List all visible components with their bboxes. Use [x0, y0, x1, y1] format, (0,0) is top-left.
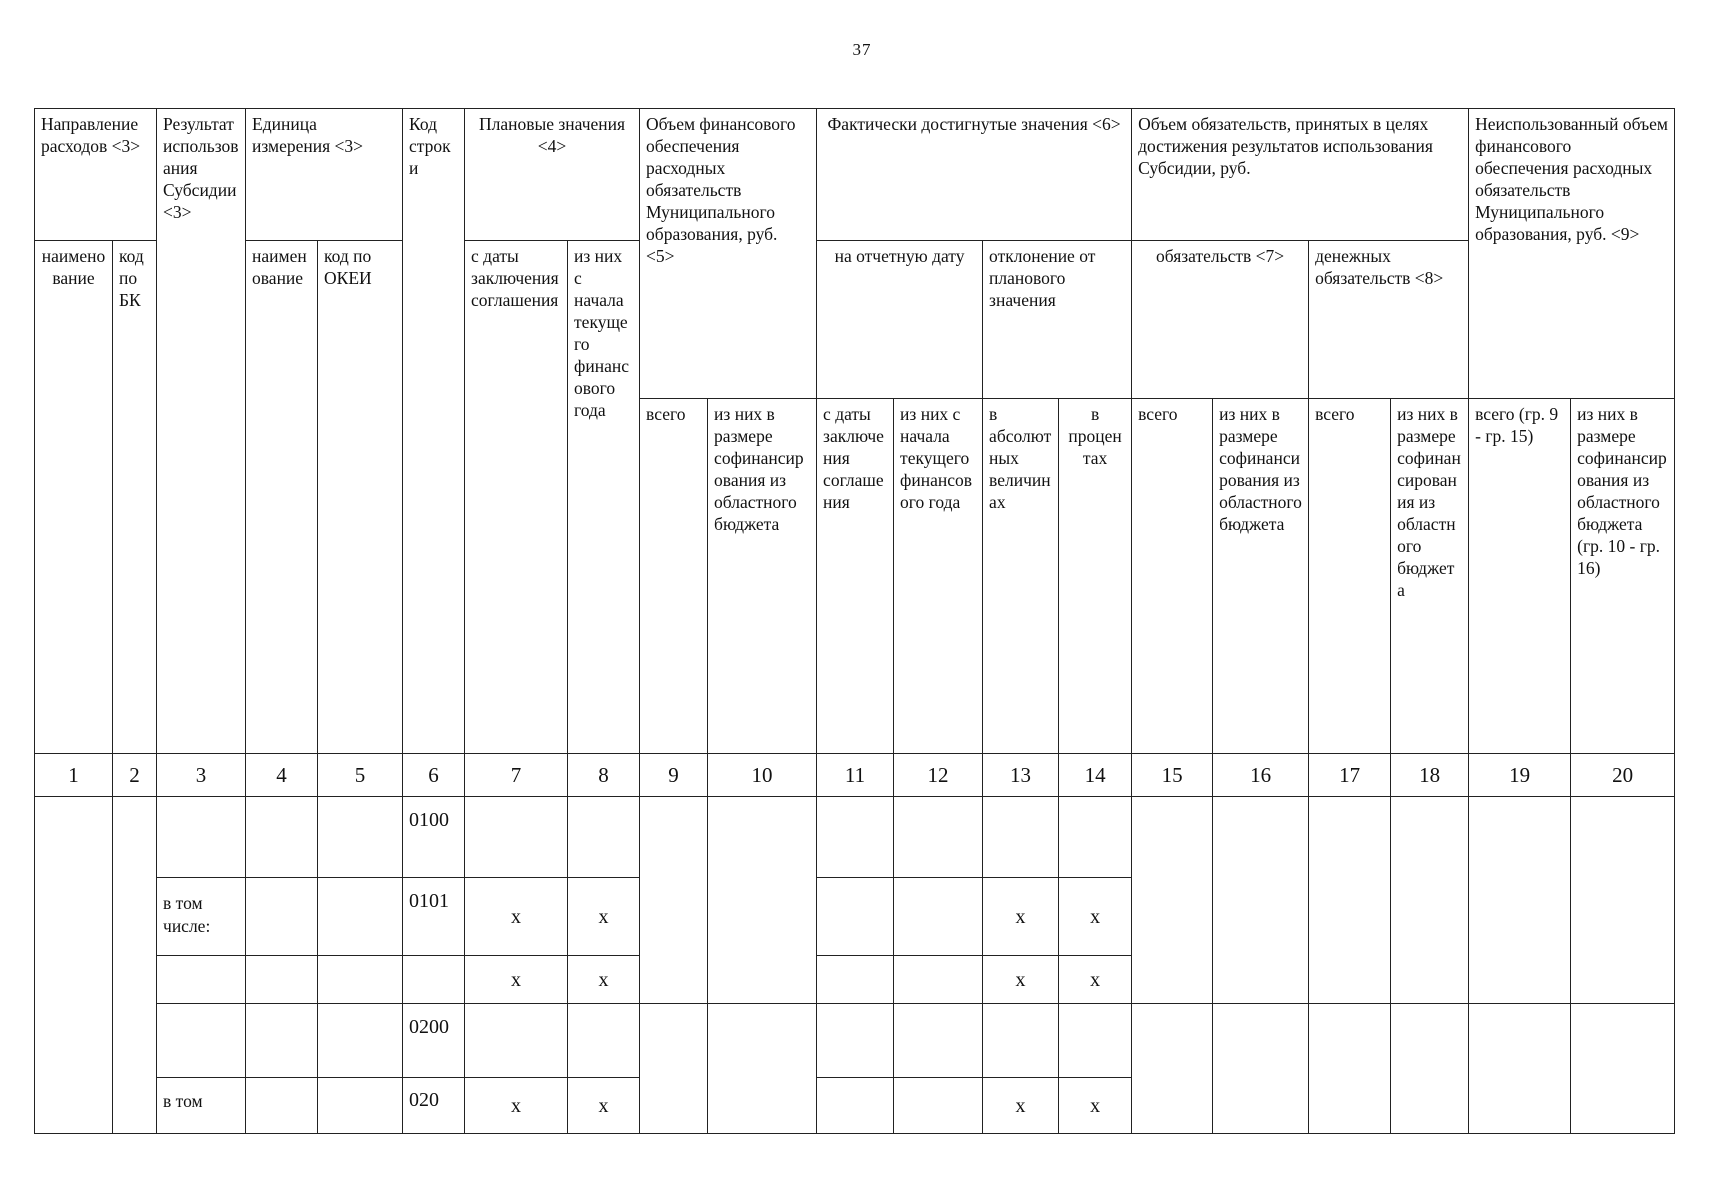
header-obem-fin: Объем финансового обеспечения расходных обязательств Муниципального образования, руб. <5>	[640, 109, 817, 399]
cell-ed-naim	[246, 797, 318, 878]
cell-ed-naim	[246, 1078, 318, 1134]
header-den-iz-nih: из них в размере софинансирования из областного бюджета	[1391, 399, 1469, 754]
cell-proc: x	[1059, 878, 1132, 956]
cell-obem-iz-nih	[708, 797, 817, 1004]
header-napravlenie: Направление расходов <3>	[35, 109, 157, 241]
cell-neisp-vsego	[1469, 1004, 1571, 1134]
cell-obem-iz-nih	[708, 1004, 817, 1134]
cell-obyaz-iz-nih	[1213, 1004, 1309, 1134]
header-plan-s-daty: с даты заключения соглашения	[465, 241, 568, 754]
cell-rezultat: в том числе:	[157, 878, 246, 956]
cell-fakt-iz-nih	[894, 797, 983, 878]
column-number: 12	[894, 754, 983, 797]
header-denezhnyh: денежных обязательств <8>	[1309, 241, 1469, 399]
cell-kod-stroki: 0100	[403, 797, 465, 878]
column-number: 20	[1571, 754, 1675, 797]
cell-plan-s-daty: x	[465, 878, 568, 956]
cell-abs: x	[983, 956, 1059, 1004]
cell-rezultat	[157, 956, 246, 1004]
cell-kod-bk	[113, 797, 157, 1134]
cell-den-iz-nih	[1391, 1004, 1469, 1134]
column-numbers-row	[35, 754, 1675, 797]
column-number: 3	[157, 754, 246, 797]
header-obyaz-vsego: всего	[1132, 399, 1213, 754]
cell-obyaz-vsego	[1132, 1004, 1213, 1134]
cell-fakt-iz-nih	[894, 878, 983, 956]
column-number: 6	[403, 754, 465, 797]
cell-ed-naim	[246, 878, 318, 956]
cell-plan-iz-nih: x	[568, 956, 640, 1004]
header-neisp-vsego: всего (гр. 9 - гр. 15)	[1469, 399, 1571, 754]
cell-ed-kod	[318, 1004, 403, 1078]
cell-plan-iz-nih	[568, 1004, 640, 1078]
cell-plan-iz-nih: x	[568, 878, 640, 956]
header-neisp-iz-nih: из них в размере софинансирования из областного бюджета (гр. 10 - гр. 16)	[1571, 399, 1675, 754]
cell-proc: x	[1059, 1078, 1132, 1134]
column-number: 10	[708, 754, 817, 797]
cell-den-vsego	[1309, 1004, 1391, 1134]
header-fakt-iz-nih: из них с начала текущего финансового года	[894, 399, 983, 754]
table-row	[35, 797, 1675, 878]
cell-obyaz-iz-nih	[1213, 797, 1309, 1004]
header-kod-bk: код по БК	[113, 241, 157, 754]
header-neispolz: Неиспользованный объем финансового обеспечения расходных обязательств Муниципального образования, руб. <9>	[1469, 109, 1675, 399]
cell-fakt-iz-nih	[894, 1004, 983, 1078]
column-number: 11	[817, 754, 894, 797]
header-proc: в процентах	[1059, 399, 1132, 754]
cell-fakt-s-daty	[817, 1078, 894, 1134]
header-na-otchet: на отчетную дату	[817, 241, 983, 399]
header-plan-iz-nih: из них с начала текущего финансового года	[568, 241, 640, 754]
page-number: 37	[852, 40, 872, 59]
cell-abs	[983, 797, 1059, 878]
header-rezultat: Результат использования Субсидии <3>	[157, 109, 246, 754]
report-table	[34, 108, 1675, 1134]
cell-ed-naim	[246, 1004, 318, 1078]
cell-rezultat: в том	[157, 1078, 246, 1134]
cell-neisp-iz-nih	[1571, 1004, 1675, 1134]
cell-kod-stroki: 020	[403, 1078, 465, 1134]
header-plan: Плановые значения <4>	[465, 109, 640, 241]
column-number: 16	[1213, 754, 1309, 797]
cell-den-iz-nih	[1391, 797, 1469, 1004]
cell-fakt-s-daty	[817, 956, 894, 1004]
header-fakt-s-daty: с даты заключения соглашения	[817, 399, 894, 754]
column-number: 2	[113, 754, 157, 797]
cell-proc	[1059, 797, 1132, 878]
cell-ed-kod	[318, 956, 403, 1004]
cell-fakt-s-daty	[817, 1004, 894, 1078]
cell-fakt-iz-nih	[894, 956, 983, 1004]
column-number: 7	[465, 754, 568, 797]
header-obem-obyaz: Объем обязательств, принятых в целях достижения результатов использования Субсидии, руб.	[1132, 109, 1469, 241]
column-number: 13	[983, 754, 1059, 797]
column-number: 9	[640, 754, 708, 797]
cell-kod-stroki: 0200	[403, 1004, 465, 1078]
cell-kod-stroki	[403, 956, 465, 1004]
cell-obem-vsego	[640, 1004, 708, 1134]
column-number: 14	[1059, 754, 1132, 797]
column-number: 17	[1309, 754, 1391, 797]
cell-obem-vsego	[640, 797, 708, 1004]
header-den-vsego: всего	[1309, 399, 1391, 754]
column-number: 5	[318, 754, 403, 797]
cell-abs: x	[983, 1078, 1059, 1134]
header-otklonenie: отклонение от планового значения	[983, 241, 1132, 399]
header-obyaz-iz-nih: из них в размере софинансирования из областного бюджета	[1213, 399, 1309, 754]
cell-neisp-vsego	[1469, 797, 1571, 1004]
cell-plan-iz-nih	[568, 797, 640, 878]
header-edinica: Единица измерения <3>	[246, 109, 403, 241]
header-ed-naim: наименование	[246, 241, 318, 754]
table-row	[35, 1004, 1675, 1078]
header-obyazatelstv: обязательств <7>	[1132, 241, 1309, 399]
cell-ed-kod	[318, 1078, 403, 1134]
cell-ed-kod	[318, 797, 403, 878]
cell-plan-iz-nih: x	[568, 1078, 640, 1134]
cell-ed-naim	[246, 956, 318, 1004]
column-number: 18	[1391, 754, 1469, 797]
cell-plan-s-daty: x	[465, 956, 568, 1004]
cell-plan-s-daty	[465, 797, 568, 878]
header-abs: в абсолютных величинах	[983, 399, 1059, 754]
cell-fakt-s-daty	[817, 878, 894, 956]
column-number: 15	[1132, 754, 1213, 797]
cell-abs	[983, 1004, 1059, 1078]
cell-fakt-s-daty	[817, 797, 894, 878]
cell-ed-kod	[318, 878, 403, 956]
cell-neisp-iz-nih	[1571, 797, 1675, 1004]
cell-abs: x	[983, 878, 1059, 956]
header-obem-vsego: всего	[640, 399, 708, 754]
column-number: 19	[1469, 754, 1571, 797]
cell-obyaz-vsego	[1132, 797, 1213, 1004]
header-kod-stroki: Код строки	[403, 109, 465, 754]
header-fakt: Фактически достигнутые значения <6>	[817, 109, 1132, 241]
header-naimenovanie: наименование	[35, 241, 113, 754]
cell-proc	[1059, 1004, 1132, 1078]
column-number: 8	[568, 754, 640, 797]
cell-rezultat	[157, 1004, 246, 1078]
cell-plan-s-daty: x	[465, 1078, 568, 1134]
column-number: 4	[246, 754, 318, 797]
column-number: 1	[35, 754, 113, 797]
cell-plan-s-daty	[465, 1004, 568, 1078]
header-obem-iz-nih: из них в размере софинансирования из областного бюджета	[708, 399, 817, 754]
cell-napravlenie-naim	[35, 797, 113, 1134]
cell-den-vsego	[1309, 797, 1391, 1004]
header-ed-kod: код по ОКЕИ	[318, 241, 403, 754]
cell-proc: x	[1059, 956, 1132, 1004]
cell-rezultat	[157, 797, 246, 878]
cell-fakt-iz-nih	[894, 1078, 983, 1134]
cell-kod-stroki: 0101	[403, 878, 465, 956]
